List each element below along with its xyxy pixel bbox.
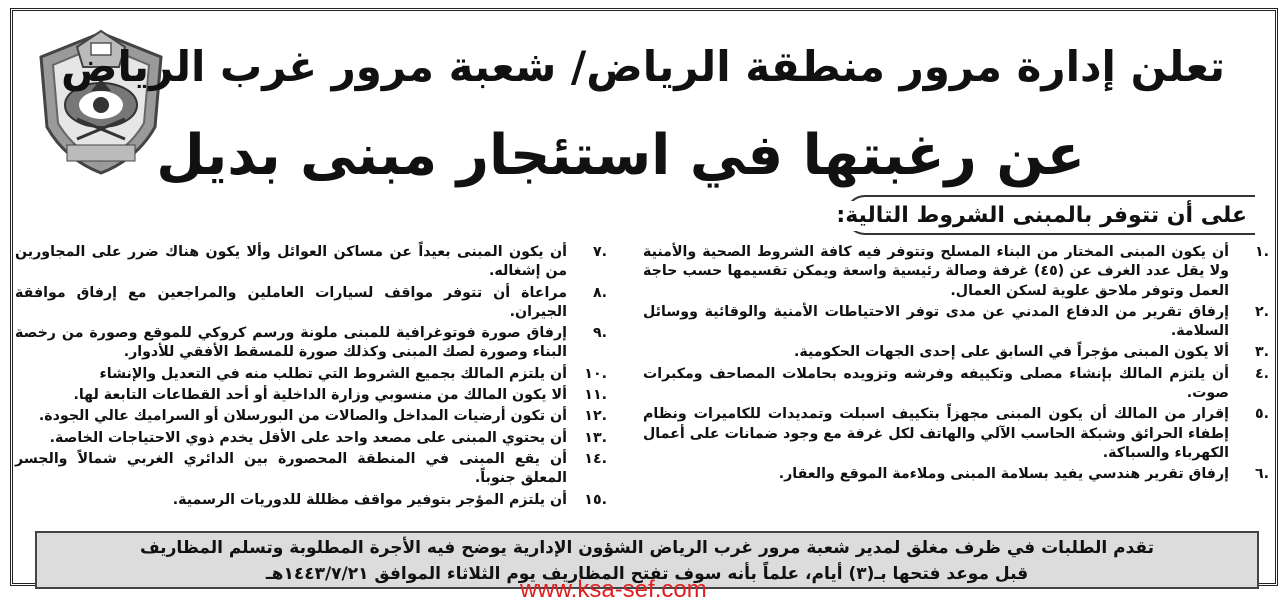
condition-number: .٥ — [1254, 406, 1269, 423]
condition-item — [15, 429, 607, 448]
condition-number: .٦ — [1254, 466, 1269, 483]
condition-number: .١٢ — [584, 408, 607, 425]
condition-item — [643, 365, 1269, 404]
condition-item — [643, 343, 1269, 362]
conditions-column-left — [15, 243, 607, 512]
condition-number: .١٥ — [584, 491, 607, 508]
condition-number: .١١ — [584, 387, 607, 404]
condition-number: .٢ — [1254, 303, 1269, 320]
condition-item — [15, 407, 607, 426]
condition-number: .٣ — [1254, 344, 1269, 361]
condition-text: إقرار من المالك أن يكون المبنى مجهزاً بتكييف اسبلت وتمديدات للكاميرات ونظام إطفاء الحرائق وشبكة الحاسب الآلي والهاتف لكل غرفة مع وجود ضمانات على أعمال الكهرباء والسباكة. — [643, 406, 1229, 461]
condition-text: إرفاق تقرير هندسي يفيد بسلامة المبنى وملاءمة الموقع والعقار. — [778, 466, 1229, 483]
subheadline: عن رغبتها في استئجار مبنى بديل — [156, 123, 1085, 188]
condition-text: ألا يكون المالك من منسوبي وزارة الداخلية أو أحد القطاعات التابعة لها. — [73, 387, 567, 404]
condition-number: .١ — [1254, 244, 1269, 260]
conditions-intro: على أن تتوفر بالمبنى الشروط التالية: — [830, 201, 1247, 231]
condition-item — [15, 491, 607, 510]
condition-item — [15, 386, 607, 405]
condition-number: .١٠ — [584, 365, 607, 382]
condition-item — [15, 324, 607, 363]
condition-text: أن يقع المبنى في المنطقة المحصورة بين الدائري الغربي شمالاً والجسر المعلق جنوباً. — [15, 450, 567, 487]
condition-item — [643, 243, 1269, 301]
condition-text: مراعاة أن تتوفر مواقف لسيارات العاملين والمراجعين مع إرفاق موافقة الجيران. — [15, 284, 567, 320]
condition-text: أن يحتوي المبنى على مصعد واحد على الأقل يخدم ذوي الاحتياجات الخاصة. — [49, 429, 567, 446]
conditions-column-right — [643, 243, 1269, 487]
condition-text: أن يكون المبنى بعيداً عن مساكن العوائل وألا يكون هناك ضرر على المجاورين من إشغاله. — [15, 244, 567, 280]
condition-item — [643, 465, 1269, 484]
condition-item — [15, 284, 607, 323]
condition-item — [15, 243, 607, 282]
announcement-frame — [10, 8, 1278, 586]
condition-text: أن يلتزم المؤجر بتوفير مواقف مظللة للدوريات الرسمية. — [172, 491, 567, 508]
condition-item — [643, 303, 1269, 342]
submission-notice-line2: قبل موعد فتحها بـ(٣) أيام، علماً بأنه سوف تفتح المظاريف يوم الثلاثاء الموافق ١٤٤٣/٧/٢١هـ — [265, 564, 1029, 584]
condition-text: أن يكون المبنى المختار من البناء المسلح وتتوفر فيه كافة الشروط الصحية والأمنية ولا يقل عدد الغرف عن (٤٥) غرفة وصالة رئيسية واسعة ويمكن تقسيمها حسب حاجة العمل وتوفر ملاحق علوية لسكن العمال. — [643, 244, 1229, 299]
condition-text: أن تكون أرضيات المداخل والصالات من البورسلان أو السراميك عالي الجودة. — [38, 408, 567, 425]
condition-number: .٧ — [592, 244, 607, 260]
condition-text: أن يلتزم المالك بإنشاء مصلى وتكييفه وفرشه وتزويده بحاملات المصاحف ومكبرات صوت. — [643, 365, 1229, 402]
condition-number: .١٤ — [584, 450, 607, 467]
condition-text: إرفاق تقرير من الدفاع المدني عن مدى توفر الاحتياطات الأمنية والوقائية ووسائل السلامة. — [643, 303, 1229, 340]
condition-number: .٨ — [592, 284, 607, 301]
headline: تعلن إدارة مرور منطقة الرياض/ شعبة مرور غرب الرياض — [61, 42, 1225, 91]
submission-notice-line1: تقدم الطلبات في ظرف مغلق لمدير شعبة مرور غرب الرياض الشؤون الإدارية يوضح فيه الأجرة المطلوبة وتسلم المظاريف — [139, 538, 1155, 558]
website-watermark[interactable]: www.ksa-sef.com — [520, 576, 707, 603]
condition-number: .٩ — [592, 325, 607, 342]
condition-item — [15, 450, 607, 489]
condition-text: أن يلتزم المالك بجميع الشروط التي تطلب منه في التعديل والإنشاء — [99, 365, 567, 382]
condition-item — [15, 365, 607, 384]
condition-number: .١٣ — [584, 429, 607, 446]
condition-number: .٤ — [1254, 365, 1269, 382]
condition-item — [643, 405, 1269, 463]
condition-text: ألا يكون المبنى مؤجراً في السابق على إحدى الجهات الحكومية. — [793, 344, 1229, 361]
condition-text: إرفاق صورة فوتوغرافية للمبنى ملونة ورسم كروكي للموقع وصورة من رخصة البناء وصورة لصك المبنى وكذلك صورة للمسقط الأفقي للأدوار. — [15, 325, 567, 361]
